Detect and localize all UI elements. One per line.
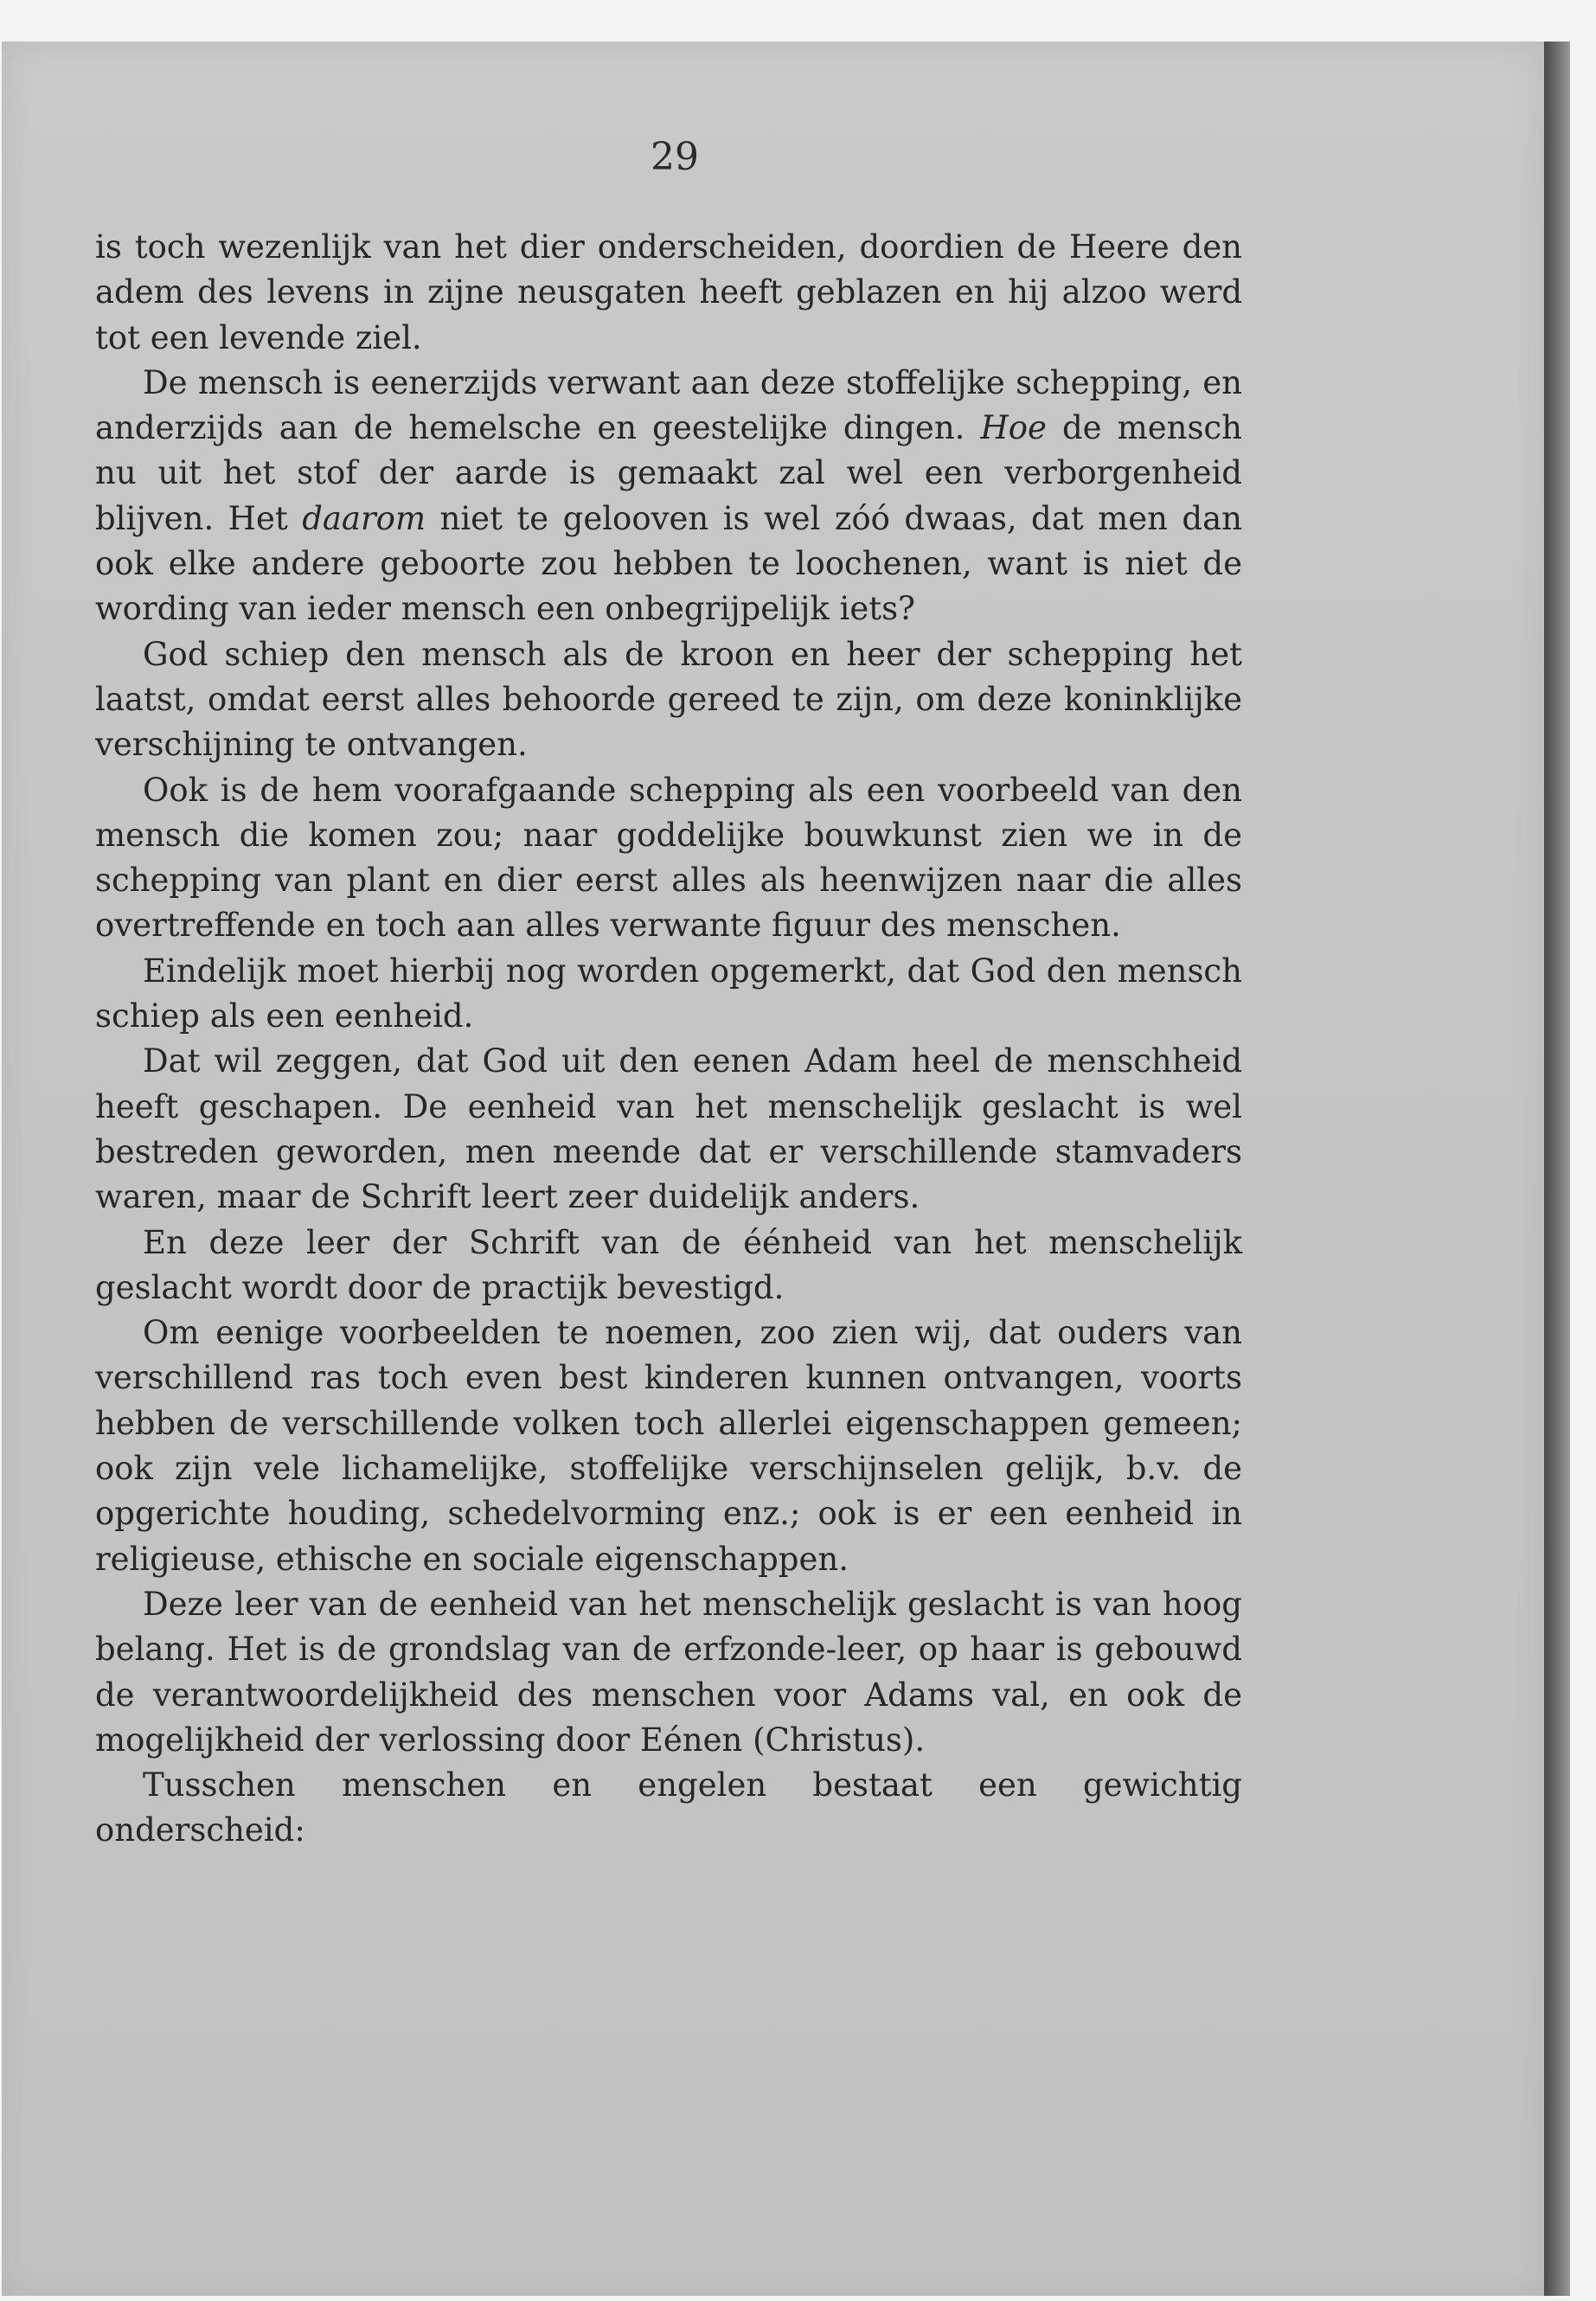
paragraph — [95, 949, 1242, 1040]
paragraph — [95, 1582, 1242, 1763]
paragraph — [95, 225, 1242, 361]
paragraph-text: is toch wezenlijk van het dier onderscheiden, doordien de Heere den adem des levens in zijne neusgaten heeft geblazen en hij alzoo werd tot een levende ziel. — [95, 228, 1242, 356]
paragraph-text: Dat wil zeggen, dat God uit den eenen Adam heel de menschheid heeft geschapen. De eenheid van het menschelijk geslacht is wel bestreden geworden, men meende dat er verschillende stamvaders waren, maar de Schrift leert zeer duidelijk anders. — [95, 1042, 1242, 1216]
paragraph-text: Eindelijk moet hierbij nog worden opgemerkt, dat God den mensch schiep als een eenheid. — [95, 952, 1242, 1035]
paragraph — [95, 1311, 1242, 1582]
paragraph-text: Ook is de hem voorafgaande schepping als een voorbeeld van den mensch die komen zou; naar goddelijke bouwkunst zien we in de schepping van plant en dier eerst alles als heenwijzen naar die alles overtreffende en toch aan alles verwante figuur des menschen. — [95, 771, 1242, 945]
paragraph — [95, 1039, 1242, 1220]
paragraph-text: Tusschen menschen en engelen bestaat een gewichtig onderscheid: — [95, 1766, 1242, 1849]
paragraph-text: niet te gelooven is wel zóó dwaas, dat men dan ook elke andere geboorte zou hebben te loochenen, want is niet de wording van ieder mensch een onbegrijpelijk iets? — [95, 499, 1242, 628]
paragraph-text: de mensch nu uit het stof der aarde is gemaakt zal wel een verborgenheid blijven. Het — [95, 409, 1242, 537]
paragraph — [95, 1221, 1242, 1311]
paragraph — [95, 632, 1242, 768]
paragraph — [95, 361, 1242, 632]
body-text — [95, 225, 1242, 1854]
paragraph-text: Om eenige voorbeelden te noemen, zoo zien wij, dat ouders van verschillend ras toch even best kinderen kunnen ontvangen, voorts hebben de verschillende volken toch allerlei eigenschappen gemeen; ook zijn vele lichamelijke, stoffelijke verschijnselen gelijk, b.v. de opgerichte houding, schedelvorming enz.; ook is er een eenheid in religieuse, ethische en sociale eigenschappen. — [95, 1314, 1242, 1578]
page-number: 29 — [651, 135, 699, 179]
book-spine-edge — [1544, 42, 1570, 2296]
paragraph-text: De mensch is eenerzijds verwant aan deze stoffelijke schepping, en anderzijds aan de hemelsche en geestelijke dingen. — [95, 363, 1242, 447]
italic-word: daarom — [302, 499, 426, 537]
paragraph-text: Deze leer van de eenheid van het menschelijk geslacht is van hoog belang. Het is de grondslag van de erfzonde-leer, op haar is gebouwd de verantwoordelijkheid des menschen voor Adams val, en ook de mogelijkheid der verlossing door Eénen (Christus). — [95, 1585, 1242, 1759]
paragraph-text: En deze leer der Schrift van de éénheid van het menschelijk geslacht wordt door de practijk bevestigd. — [95, 1223, 1242, 1306]
italic-word: Hoe — [980, 409, 1047, 447]
paragraph-text: God schiep den mensch als de kroon en heer der schepping het laatst, omdat eerst alles behoorde gereed te zijn, om deze koninklijke verschijning te ontvangen. — [95, 635, 1242, 764]
paragraph — [95, 768, 1242, 949]
paragraph — [95, 1763, 1242, 1854]
